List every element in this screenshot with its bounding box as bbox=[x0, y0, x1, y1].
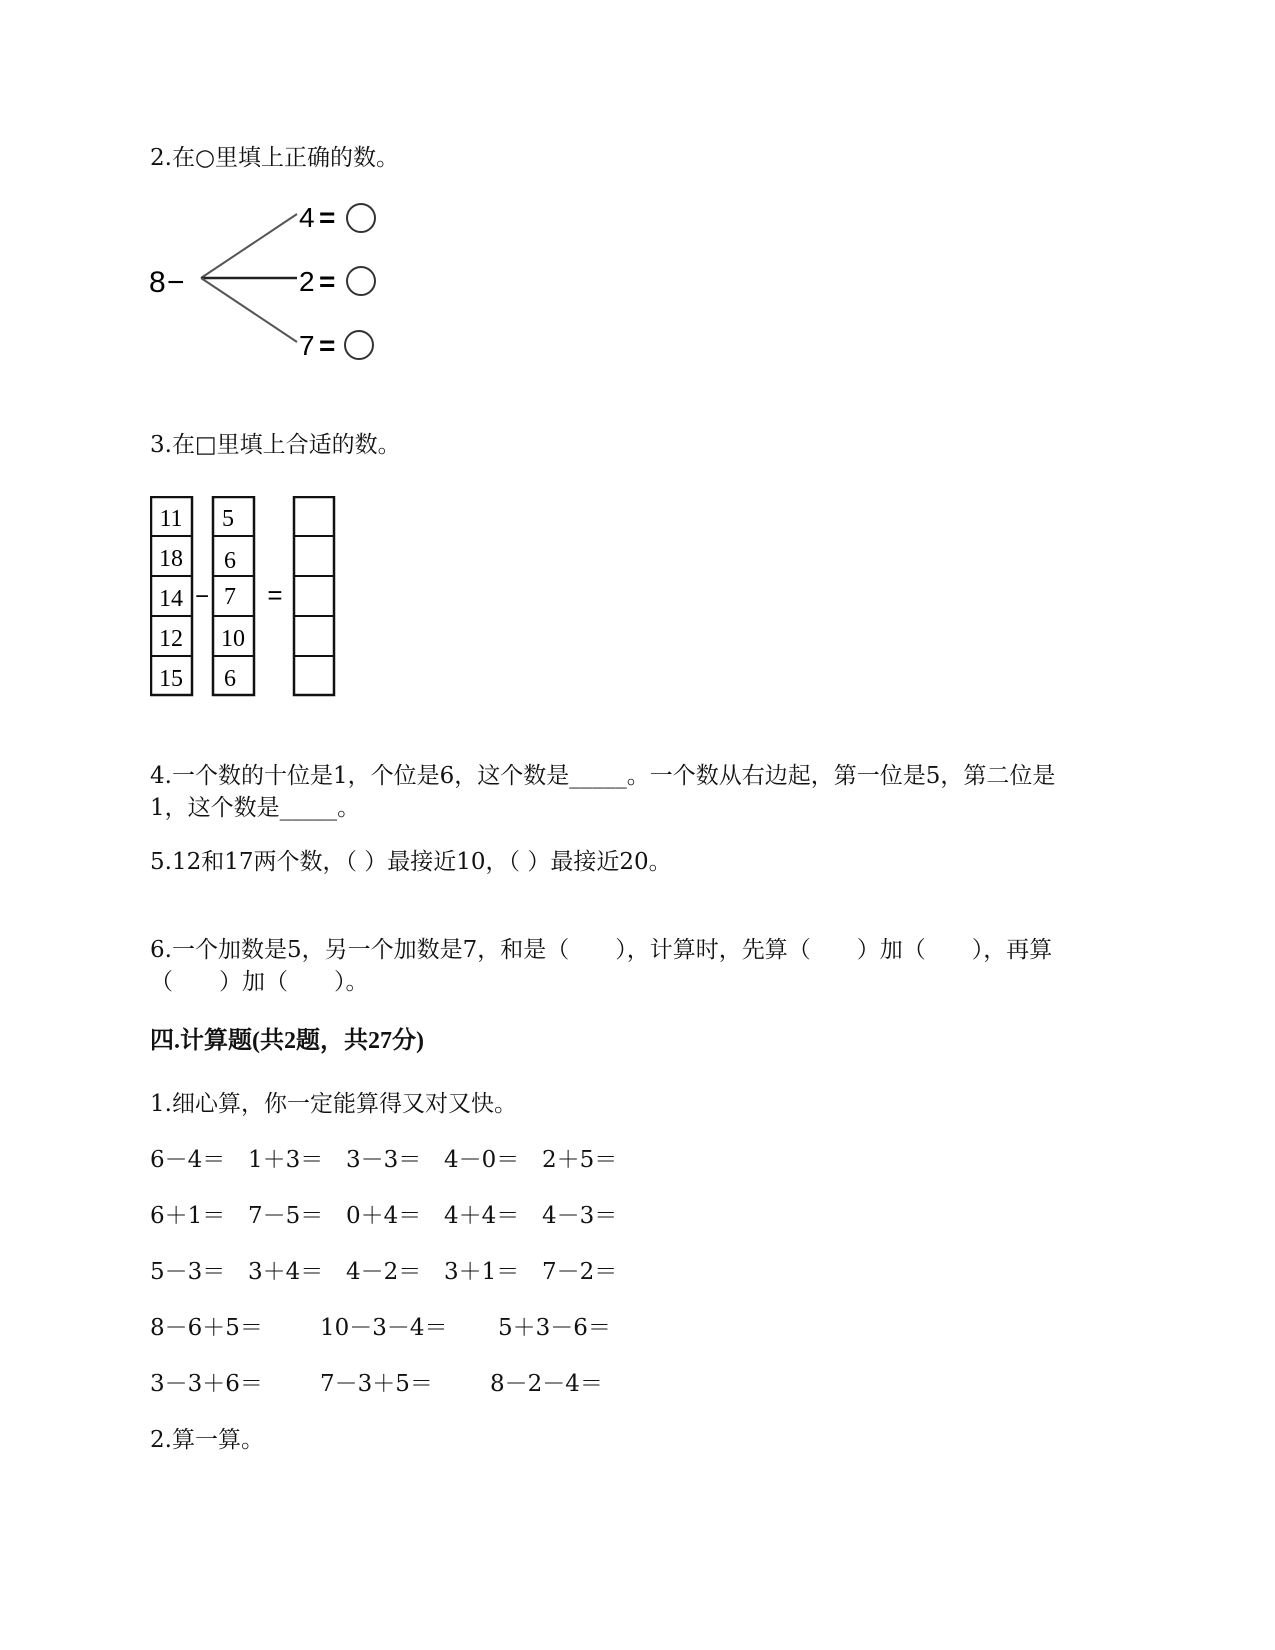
calc-item: 8－6＋5＝ bbox=[150, 1315, 263, 1341]
q3-middle-value: 6 bbox=[224, 666, 236, 692]
q3-left-value: 15 bbox=[159, 666, 183, 692]
calc-item: 4－0＝ bbox=[444, 1147, 520, 1173]
calc-item: 5＋3－6＝ bbox=[498, 1315, 611, 1341]
q3-minus-sign: − bbox=[194, 583, 210, 610]
calc-item: 7－5＝ bbox=[248, 1203, 324, 1229]
calc1-prompt: 1.细心算，你一定能算得又对又快。 bbox=[150, 1091, 517, 1117]
calc-item: 7－2＝ bbox=[542, 1259, 618, 1285]
q2-branch-line-top bbox=[201, 214, 297, 278]
q2-minuend: 8 bbox=[149, 266, 166, 299]
q3-equals-sign: = bbox=[267, 580, 283, 610]
calc-item: 2＋5＝ bbox=[542, 1147, 618, 1173]
section-heading: 四.计算题(共2题，共27分) bbox=[150, 1028, 424, 1054]
q3-middle-value: 7 bbox=[224, 584, 236, 610]
calc-item: 4＋4＝ bbox=[444, 1203, 520, 1229]
calc-item: 10－3－4＝ bbox=[320, 1315, 448, 1341]
calc-item: 3＋1＝ bbox=[444, 1259, 520, 1285]
q2-equals-1: = bbox=[319, 202, 336, 233]
q6-line-2: （ ）加（ ）。 bbox=[150, 969, 369, 995]
q2-subtrahend-2: 2 bbox=[299, 266, 315, 297]
q2-equals-2: = bbox=[319, 266, 336, 297]
q4-line-2: 1，这个数是_____。 bbox=[150, 795, 361, 821]
q3-left-value: 18 bbox=[159, 546, 183, 572]
q3-prompt: 3.在□里填上合适的数。 bbox=[150, 432, 401, 458]
calc-item: 7－3＋5＝ bbox=[320, 1371, 433, 1397]
q2-answer-circle-1[interactable] bbox=[347, 204, 375, 232]
q3-middle-value: 10 bbox=[221, 626, 245, 652]
calc-item: 3＋4＝ bbox=[248, 1259, 324, 1285]
q2-prompt: 2.在○里填上正确的数。 bbox=[150, 145, 400, 171]
calc-item: 4－2＝ bbox=[346, 1259, 422, 1285]
q3-answer-column-frame bbox=[294, 497, 334, 695]
calc-item: 5－3＝ bbox=[150, 1259, 226, 1285]
calc-item: 3－3＝ bbox=[346, 1147, 422, 1173]
q2-answer-circle-2[interactable] bbox=[347, 267, 375, 295]
q5-text: 5.12和17两个数，（ ）最接近10，（ ）最接近20。 bbox=[150, 849, 672, 875]
calc-item: 8－2－4＝ bbox=[490, 1371, 603, 1397]
q4-line-1: 4.一个数的十位是1，个位是6，这个数是_____。一个数从右边起，第一位是5，第二位是 bbox=[150, 763, 1056, 789]
calc-item: 1＋3＝ bbox=[248, 1147, 324, 1173]
q2-subtrahend-1: 4 bbox=[299, 202, 315, 233]
calc-item: 6－4＝ bbox=[150, 1147, 226, 1173]
q2-minus-sign: − bbox=[167, 266, 185, 299]
q2-subtraction-tree bbox=[145, 200, 405, 380]
q3-column-subtraction bbox=[150, 496, 360, 706]
q3-left-value: 12 bbox=[159, 626, 183, 652]
calc-item: 0＋4＝ bbox=[346, 1203, 422, 1229]
calc-item: 6＋1＝ bbox=[150, 1203, 226, 1229]
calc2-prompt: 2.算一算。 bbox=[150, 1427, 264, 1453]
q2-answer-circle-3[interactable] bbox=[345, 331, 373, 359]
q2-branch-line-bottom bbox=[201, 278, 297, 342]
calc-item: 3－3＋6＝ bbox=[150, 1371, 263, 1397]
q6-line-1: 6.一个加数是5，另一个加数是7，和是（ ），计算时，先算（ ）加（ ），再算 bbox=[150, 937, 1053, 963]
q2-subtrahend-3: 7 bbox=[299, 330, 315, 361]
q2-equals-3: = bbox=[319, 330, 336, 361]
calc-item: 4－3＝ bbox=[542, 1203, 618, 1229]
q3-middle-value: 5 bbox=[222, 506, 234, 532]
q3-left-value: 11 bbox=[159, 506, 183, 532]
q3-left-value: 14 bbox=[159, 586, 183, 612]
q3-middle-value: 6 bbox=[224, 548, 236, 574]
